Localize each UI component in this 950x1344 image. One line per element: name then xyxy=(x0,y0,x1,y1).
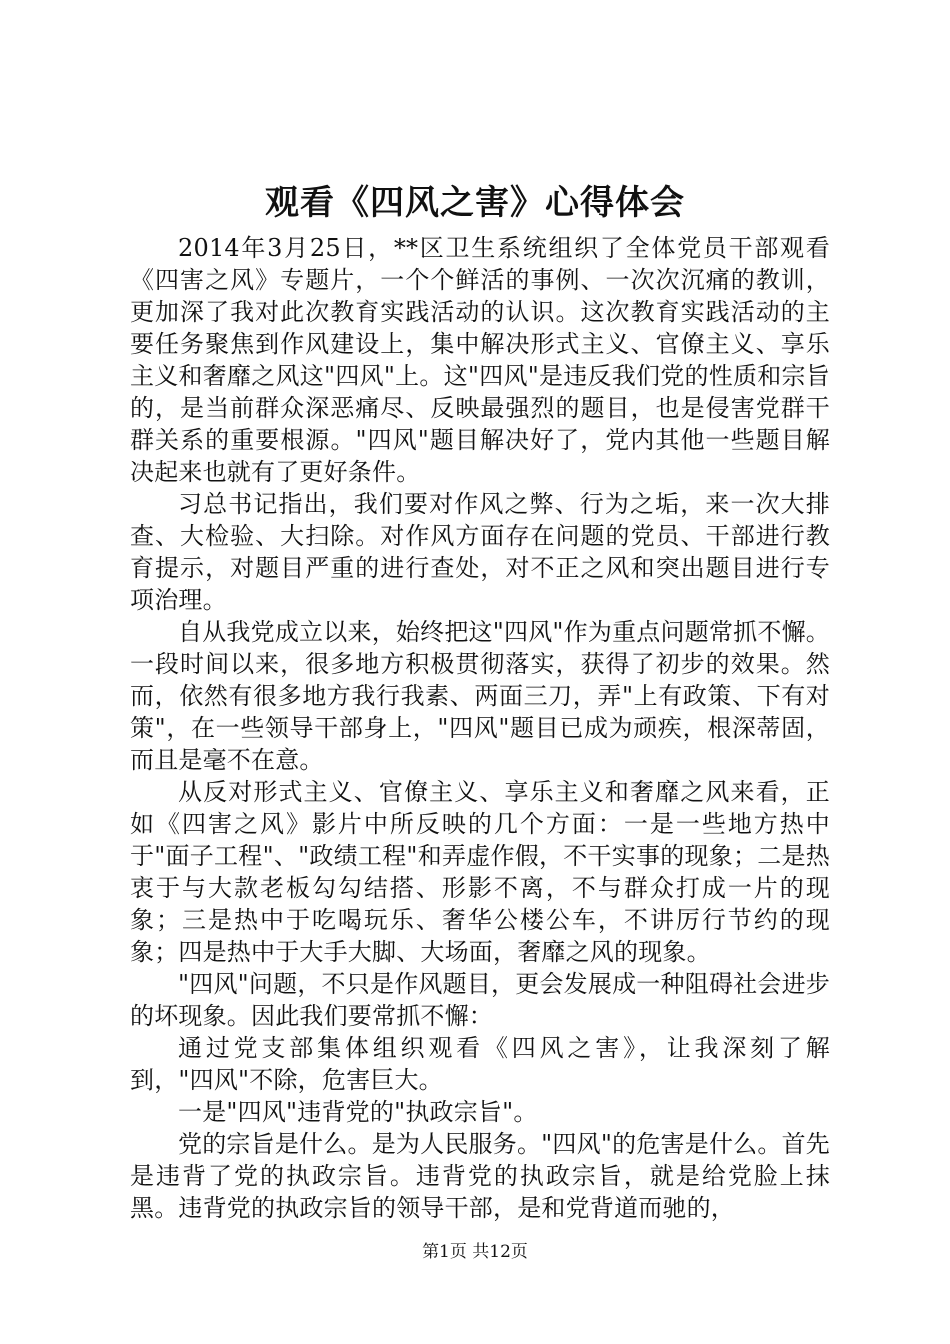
page-number-footer: 第1页 共12页 xyxy=(422,1242,528,1262)
paragraph: 2014年3月25日，**区卫生系统组织了全体党员干部观看《四害之风》专题片，一个个鲜活的事例、一次次沉痛的教训，更加深了我对此次教育实践活动的认识。这次教育实践活动的主要任务聚焦到作风建设上，集中解决形式主义、官僚主义、享乐主义和奢靡之风这"四风"上。这"四风"是违反我们党的性质和宗旨的，是当前群众深恶痛尽、反映最强烈的题目，也是侵害党群干群关系的重要根源。"四风"题目解决好了，党内其他一些题目解决起来也就有了更好条件。 xyxy=(130,234,830,486)
paragraph: 一是"四风"违背党的"执政宗旨"。 xyxy=(178,1098,538,1126)
paragraph: 习总书记指出，我们要对作风之弊、行为之垢，来一次大排查、大检验、大扫除。对作风方面存在问题的党员、干部进行教育提示，对题目严重的进行查处，对不正之风和突出题目进行专项治理。 xyxy=(130,490,830,614)
paragraph: 党的宗旨是什么。是为人民服务。"四风"的危害是什么。首先是违背了党的执政宗旨。违背党的执政宗旨，就是给党脸上抹黑。违背党的执政宗旨的领导干部，是和党背道而驰的， xyxy=(130,1130,830,1222)
document-body xyxy=(130,232,830,1224)
paragraph: "四风"问题，不只是作风题目，更会发展成一种阻碍社会进步的坏现象。因此我们要常抓不懈： xyxy=(130,970,830,1030)
document-title: 观看《四风之害》心得体会 xyxy=(265,183,685,223)
paragraph: 通过党支部集体组织观看《四风之害》，让我深刻了解到，"四风"不除，危害巨大。 xyxy=(130,1034,830,1094)
paragraph: 从反对形式主义、官僚主义、享乐主义和奢靡之风来看，正如《四害之风》影片中所反映的几个方面：一是一些地方热中于"面子工程"、"政绩工程"和弄虚作假，不干实事的现象；二是热衷于与大款老板勾勾结搭、形影不离，不与群众打成一片的现象；三是热中于吃喝玩乐、奢华公楼公车，不讲厉行节约的现象；四是热中于大手大脚、大场面，奢靡之风的现象。 xyxy=(130,778,830,966)
paragraph: 自从我党成立以来，始终把这"四风"作为重点问题常抓不懈。一段时间以来，很多地方积极贯彻落实，获得了初步的效果。然而，依然有很多地方我行我素、两面三刀，弄"上有政策、下有对策"，在一些领导干部身上，"四风"题目已成为顽疾，根深蒂固，而且是毫不在意。 xyxy=(130,618,830,774)
